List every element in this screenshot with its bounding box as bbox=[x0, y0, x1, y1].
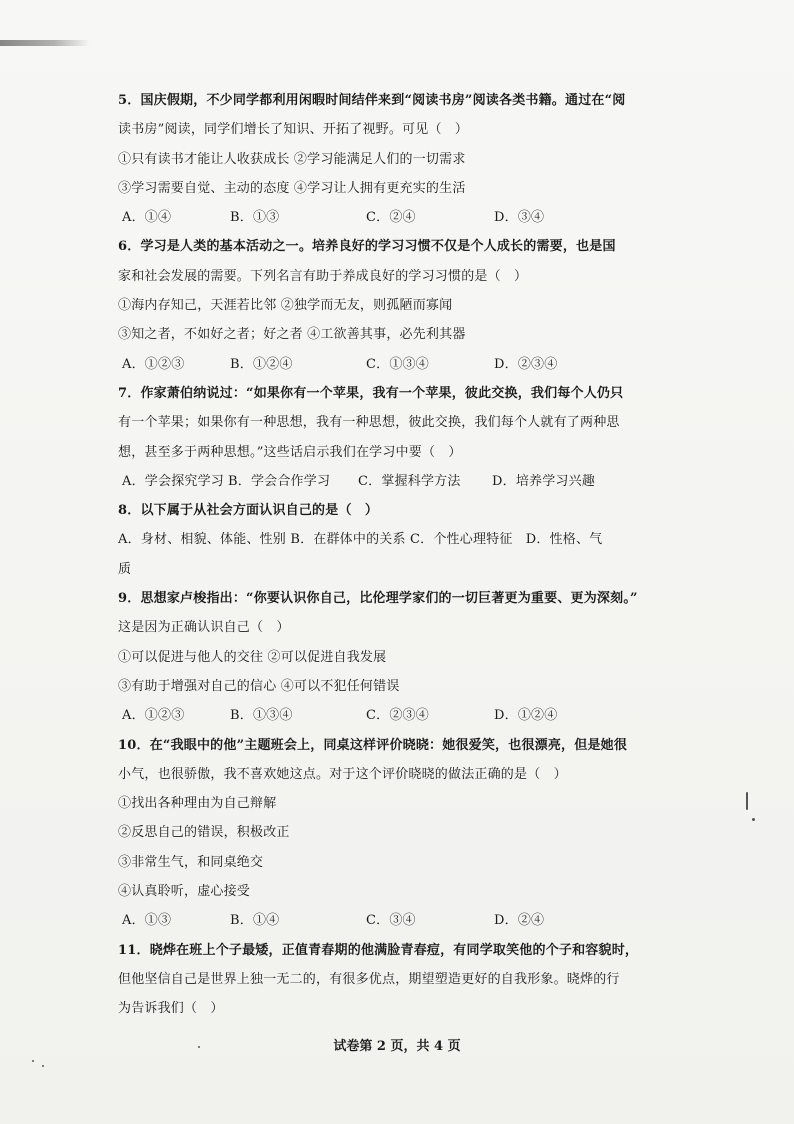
question-text-line: 小气，也很骄傲，我不喜欢她这点。对于这个评价晓晓的做法正确的是（ ） bbox=[118, 766, 567, 782]
scan-edge-mark bbox=[0, 40, 90, 46]
answer-option[interactable]: D．培养学习兴趣 bbox=[492, 473, 596, 489]
answer-option[interactable]: D．②④ bbox=[494, 913, 545, 929]
answer-option[interactable]: D．②③④ bbox=[494, 356, 558, 372]
answer-option[interactable]: B．①②④ bbox=[230, 356, 293, 372]
scan-speck bbox=[746, 792, 748, 810]
question-5 bbox=[118, 86, 626, 232]
statement-line: ③非常生气，和同桌绝交 bbox=[118, 854, 264, 870]
answer-option[interactable]: C．①③④ bbox=[366, 356, 429, 372]
answer-options bbox=[118, 701, 618, 730]
question-text-line: 想，甚至多于两种思想。”这些话启示我们在学习中要（ ） bbox=[118, 444, 462, 460]
statement-line: ①可以促进与他人的交往 ②可以促进自我发展 bbox=[118, 649, 387, 665]
answer-option[interactable]: B．学会合作学习 bbox=[228, 473, 331, 489]
answer-options bbox=[118, 350, 618, 379]
question-11 bbox=[118, 936, 639, 1024]
statement-line: ①只有读书才能让人收获成长 ②学习能满足人们的一切需求 bbox=[118, 151, 466, 167]
answer-option[interactable]: A．①②③ bbox=[122, 356, 185, 372]
answer-option[interactable]: C．③④ bbox=[366, 913, 416, 929]
question-text-line: 质 bbox=[118, 561, 132, 577]
answer-option[interactable]: B．①③④ bbox=[230, 708, 293, 724]
answer-option[interactable]: A．①③ bbox=[122, 913, 172, 929]
question-text-line: 读书房”阅读，同学们增长了知识、开拓了视野。可见（ ） bbox=[118, 122, 469, 138]
question-text-line: 7．作家萧伯纳说过：“如果你有一个苹果，我有一个苹果，彼此交换，我们每个人仍只 bbox=[118, 385, 624, 401]
statement-line: ③有助于增强对自己的信心 ④可以不犯任何错误 bbox=[118, 678, 400, 694]
statement-line: ①找出各种理由为自己辩解 bbox=[118, 796, 277, 812]
question-7 bbox=[118, 379, 624, 496]
question-list bbox=[118, 86, 639, 1024]
statement-line: ①海内存知己，天涯若比邻 ②独学而无友，则孤陋而寡闻 bbox=[118, 298, 453, 314]
question-text-line: A．身材、相貌、体能、性别 B．在群体中的关系 C．个性心理特征 D．性格、气 bbox=[118, 532, 603, 548]
question-text-line: 有一个苹果；如果你有一种思想，我有一种思想，彼此交换，我们每个人就有了两种思 bbox=[118, 415, 620, 431]
statement-line: ③知之者，不如好之者；好之者 ④工欲善其事，必先利其器 bbox=[118, 327, 466, 343]
scan-speck bbox=[198, 1046, 200, 1048]
answer-option[interactable]: D．①②④ bbox=[494, 708, 558, 724]
statement-line: ④认真聆听，虚心接受 bbox=[118, 884, 251, 900]
question-8 bbox=[118, 496, 618, 584]
answer-option[interactable]: A．①④ bbox=[122, 210, 172, 226]
question-text-line: 11．晓烨在班上个子最矮，正值青春期的他满脸青春痘，有同学取笑他的个子和容貌时， bbox=[118, 942, 639, 958]
question-text-line: 5．国庆假期，不少同学都利用闲暇时间结伴来到“阅读书房”阅读各类书籍。通过在“阅 bbox=[118, 93, 626, 108]
statement-line: ②反思自己的错误，积极改正 bbox=[118, 825, 290, 841]
question-9 bbox=[118, 584, 638, 730]
answer-options bbox=[118, 906, 618, 935]
answer-options bbox=[118, 467, 618, 496]
question-text-line: 8．以下属于从社会方面认识自己的是（ ） bbox=[118, 503, 379, 519]
question-6 bbox=[118, 232, 618, 378]
answer-option[interactable]: C．②④ bbox=[366, 210, 416, 226]
answer-option[interactable]: A．学会探究学习 bbox=[122, 473, 224, 489]
question-text-line: 但他坚信自己是世界上独一无二的，有很多优点，期望塑造更好的自我形象。晓烨的行 bbox=[118, 971, 620, 987]
answer-option[interactable]: C．②③④ bbox=[366, 708, 429, 724]
scan-speck bbox=[752, 818, 755, 821]
scan-speck bbox=[32, 1060, 34, 1062]
page-footer: 试卷第 2 页，共 4 页 bbox=[333, 1039, 461, 1054]
answer-options bbox=[118, 203, 618, 232]
answer-option[interactable]: B．①④ bbox=[230, 913, 280, 929]
scan-speck bbox=[42, 1065, 44, 1067]
question-10 bbox=[118, 731, 628, 936]
answer-option[interactable]: D．③④ bbox=[494, 210, 545, 226]
question-text-line: 家和社会发展的需要。下列名言有助于养成良好的学习习惯的是（ ） bbox=[118, 268, 528, 284]
statement-line: ③学习需要自觉、主动的态度 ④学习让人拥有更充实的生活 bbox=[118, 180, 466, 196]
question-text-line: 6．学习是人类的基本活动之一。培养良好的学习习惯不仅是个人成长的需要，也是国 bbox=[118, 239, 616, 255]
answer-option[interactable]: C．掌握科学方法 bbox=[358, 473, 461, 489]
answer-option[interactable]: B．①③ bbox=[230, 210, 280, 226]
question-text-line: 为告诉我们（ ） bbox=[118, 1001, 224, 1017]
question-text-line: 这是因为正确认识自己（ ） bbox=[118, 620, 290, 636]
question-text-line: 10．在“我眼中的他”主题班会上，同桌这样评价晓晓：她很爱笑，也很漂亮，但是她很 bbox=[118, 737, 628, 753]
question-text-line: 9．思想家卢梭指出：“你要认识你自己，比伦理学家们的一切巨著更为重要、更为深刻。” bbox=[118, 591, 638, 607]
answer-option[interactable]: A．①②③ bbox=[122, 708, 185, 724]
